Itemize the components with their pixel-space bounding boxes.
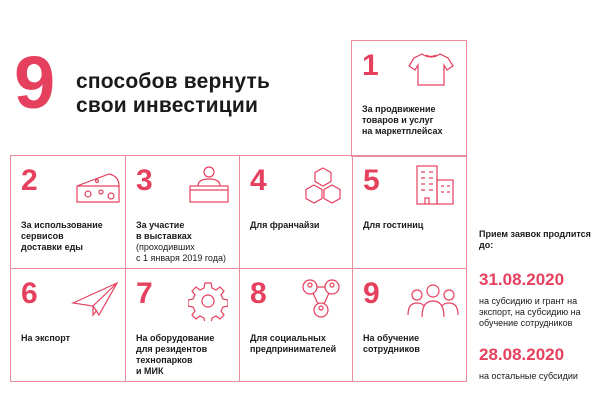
card-label: На оборудование для резидентов технопарков и МИК: [136, 333, 215, 376]
page-title: [76, 70, 270, 118]
big-number: 9: [14, 41, 56, 124]
deadline-note-1: на субсидию и грант на экспорт, на субсидию на обучение сотрудников: [479, 296, 581, 328]
card-number: 3: [136, 164, 153, 197]
card-label: На обучение сотрудников: [363, 333, 420, 354]
card-number: 7: [136, 277, 153, 310]
card-label: За продвижение товаров и услуг на маркетплейсах: [362, 104, 443, 136]
card-label: На экспорт: [21, 333, 71, 343]
card-number: 1: [362, 49, 379, 82]
title-line-1: способов вернуть: [76, 70, 271, 93]
card-5-hotels: [352, 155, 467, 269]
card-number: 2: [21, 164, 38, 197]
card-number: 4: [250, 164, 267, 197]
deadline-note-2: на остальные субсидии: [479, 371, 578, 381]
card-9-training: [352, 268, 467, 382]
card-8-social: [239, 268, 353, 382]
card-number: 9: [363, 277, 380, 310]
tshirt-icon: [406, 51, 456, 87]
card-3-exhibitions: [125, 155, 240, 269]
card-4-franchise: [239, 155, 353, 269]
paper-plane-icon: [71, 279, 121, 319]
card-label: Для гостиниц: [363, 220, 424, 230]
deadline-title: Прием заявок продлится до:: [479, 229, 591, 250]
card-label: За участие в выставках (проходивших с 1 января 2019 года): [136, 220, 226, 263]
group-icon: [405, 283, 461, 319]
cheese-icon: [75, 170, 121, 206]
people-network-icon: [298, 277, 344, 321]
title-line-2: свои инвестиции: [76, 94, 259, 117]
hexagons-icon: [298, 166, 348, 208]
card-7-equipment: [125, 268, 240, 382]
card-number: 6: [21, 277, 38, 310]
card-6-export: [10, 268, 126, 382]
buildings-icon: [411, 162, 459, 206]
card-number: 8: [250, 277, 267, 310]
card-label: За использование сервисов доставки еды: [21, 220, 103, 252]
card-1-marketplaces: [351, 40, 467, 157]
card-number: 5: [363, 164, 380, 197]
card-label: Для франчайзи: [250, 220, 320, 230]
exhibition-stand-icon: [186, 164, 232, 204]
deadline-date-1: 31.08.2020: [479, 270, 565, 289]
gear-icon: [188, 281, 228, 321]
card-2-food-delivery: [10, 155, 126, 269]
card-label: Для социальных предпринимателей: [250, 333, 337, 354]
deadline-date-2: 28.08.2020: [479, 345, 565, 364]
